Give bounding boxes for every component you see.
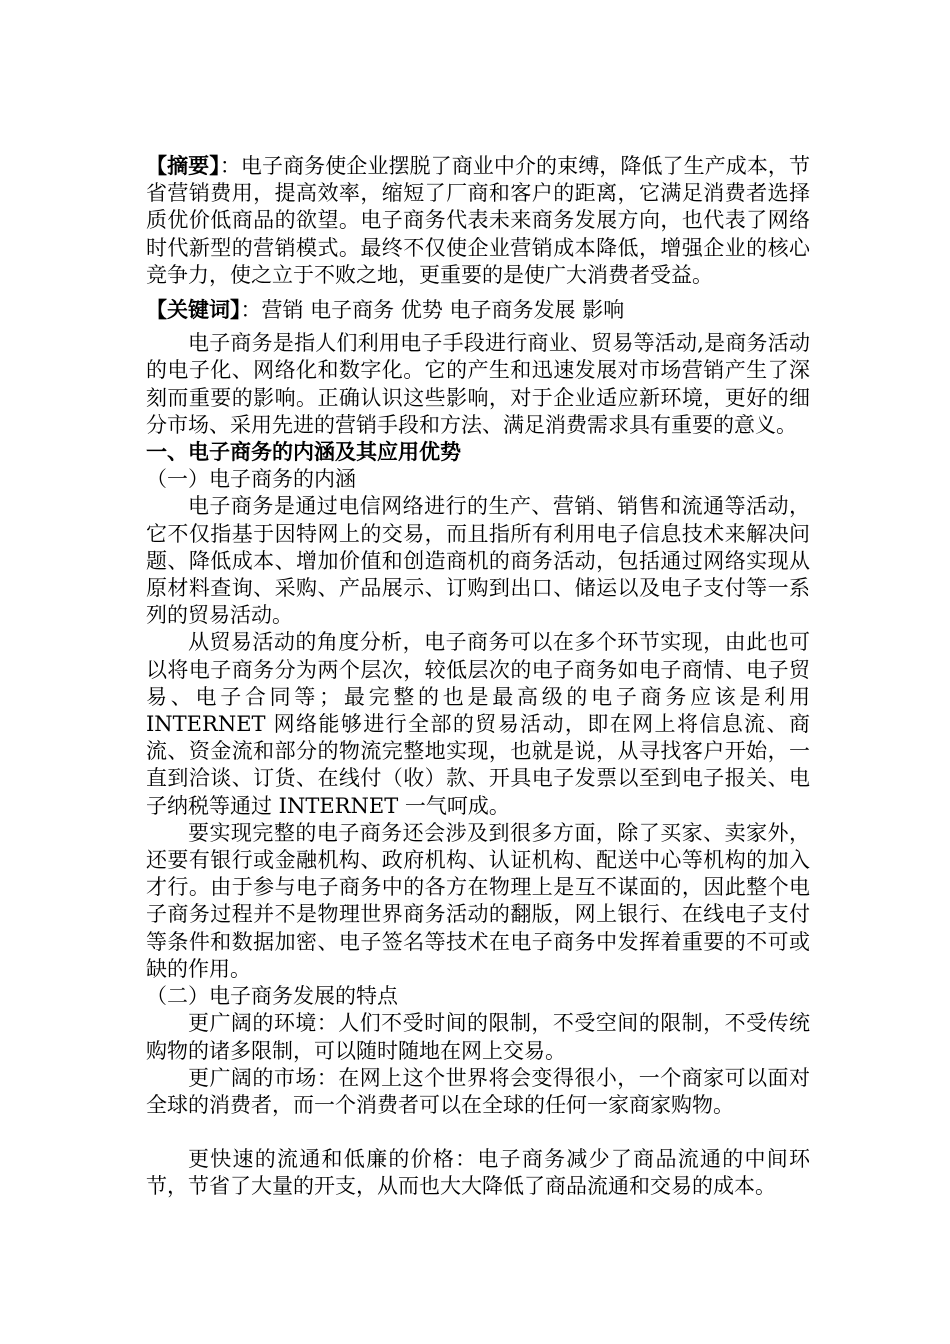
body-paragraph: 更快速的流通和低廉的价格：电子商务减少了商品流通的中间环节，节省了大量的开支，从而也大大降低了商品流通和交易的成本。 — [146, 1147, 810, 1199]
abstract-paragraph — [146, 153, 810, 289]
body-paragraph: 更广阔的环境：人们不受时间的限制，不受空间的限制，不受传统购物的诸多限制，可以随时随地在网上交易。 — [146, 1011, 810, 1063]
keywords-paragraph — [146, 297, 810, 324]
body-paragraph: 从贸易活动的角度分析，电子商务可以在多个环节实现，由此也可以将电子商务分为两个层次，较低层次的电子商务如电子商情、电子贸易、电子合同等；最完整的也是最高级的电子商务应该是利用 INTERNET 网络能够进行全部的贸易活动，即在网上将信息流、商流、资金流和部分的物流完整地实现，也就是说，从寻找客户开始，一直到洽谈、订货、在线付（收）款、开具电子发票以至到电子报关、电子纳税等通过 INTERNET 一气呵成。 — [146, 630, 810, 818]
body-paragraph: 要实现完整的电子商务还会涉及到很多方面，除了买家、卖家外，还要有银行或金融机构、政府机构、认证机构、配送中心等机构的加入才行。由于参与电子商务中的各方在物理上是互不谋面的，因此整个电子商务过程并不是物理世界商务活动的翻版，网上银行、在线电子支付等条件和数据加密、电子签名等技术在电子商务中发挥着重要的不可或缺的作用。 — [146, 820, 810, 981]
intro-paragraph: 电子商务是指人们利用电子手段进行商业、贸易等活动,是商务活动的电子化、网络化和数字化。它的产生和迅速发展对市场营销产生了深刻而重要的影响。正确认识这些影响，对于企业适应新环境，更好的细分市场、采用先进的营销手段和方法、满足消费需求具有重要的意义。 — [146, 331, 810, 437]
subsection-heading-1: （一）电子商务的内涵 — [146, 467, 356, 492]
body-paragraph: 更广阔的市场：在网上这个世界将会变得很小，一个商家可以面对全球的消费者，而一个消费者可以在全球的任何一家商家购物。 — [146, 1065, 810, 1117]
document-body — [146, 153, 810, 1201]
abstract-label: 【摘要】 — [146, 154, 220, 178]
body-paragraph: 电子商务是通过电信网络进行的生产、营销、销售和流通等活动，它不仅指基于因特网上的交易，而且指所有利用电子信息技术来解决问题、降低成本、增加价值和创造商机的商务活动，包括通过网络实现从原材料查询、采购、产品展示、订购到出口、储运以及电子支付等一系列的贸易活动。 — [146, 494, 810, 628]
section-heading: 一、电子商务的内涵及其应用优势 — [146, 440, 461, 465]
keywords-text: ：营销 电子商务 优势 电子商务发展 影响 — [240, 298, 625, 323]
subsection-heading-2: （二）电子商务发展的特点 — [146, 984, 398, 1009]
blank-line — [146, 1119, 810, 1146]
keywords-label: 【关键词】 — [146, 298, 241, 323]
abstract-text: ：电子商务使企业摆脱了商业中介的束缚，降低了生产成本，节省营销费用，提高效率，缩短了厂商和客户的距离，它满足消费者选择质优价低商品的欲望。电子商务代表未来商务发展方向，也代表了网络时代新型的营销模式。最终不仅使企业营销成本降低，增强企业的核心竞争力，使之立于不败之地，更重要的是使广大消费者受益。 — [146, 154, 811, 287]
